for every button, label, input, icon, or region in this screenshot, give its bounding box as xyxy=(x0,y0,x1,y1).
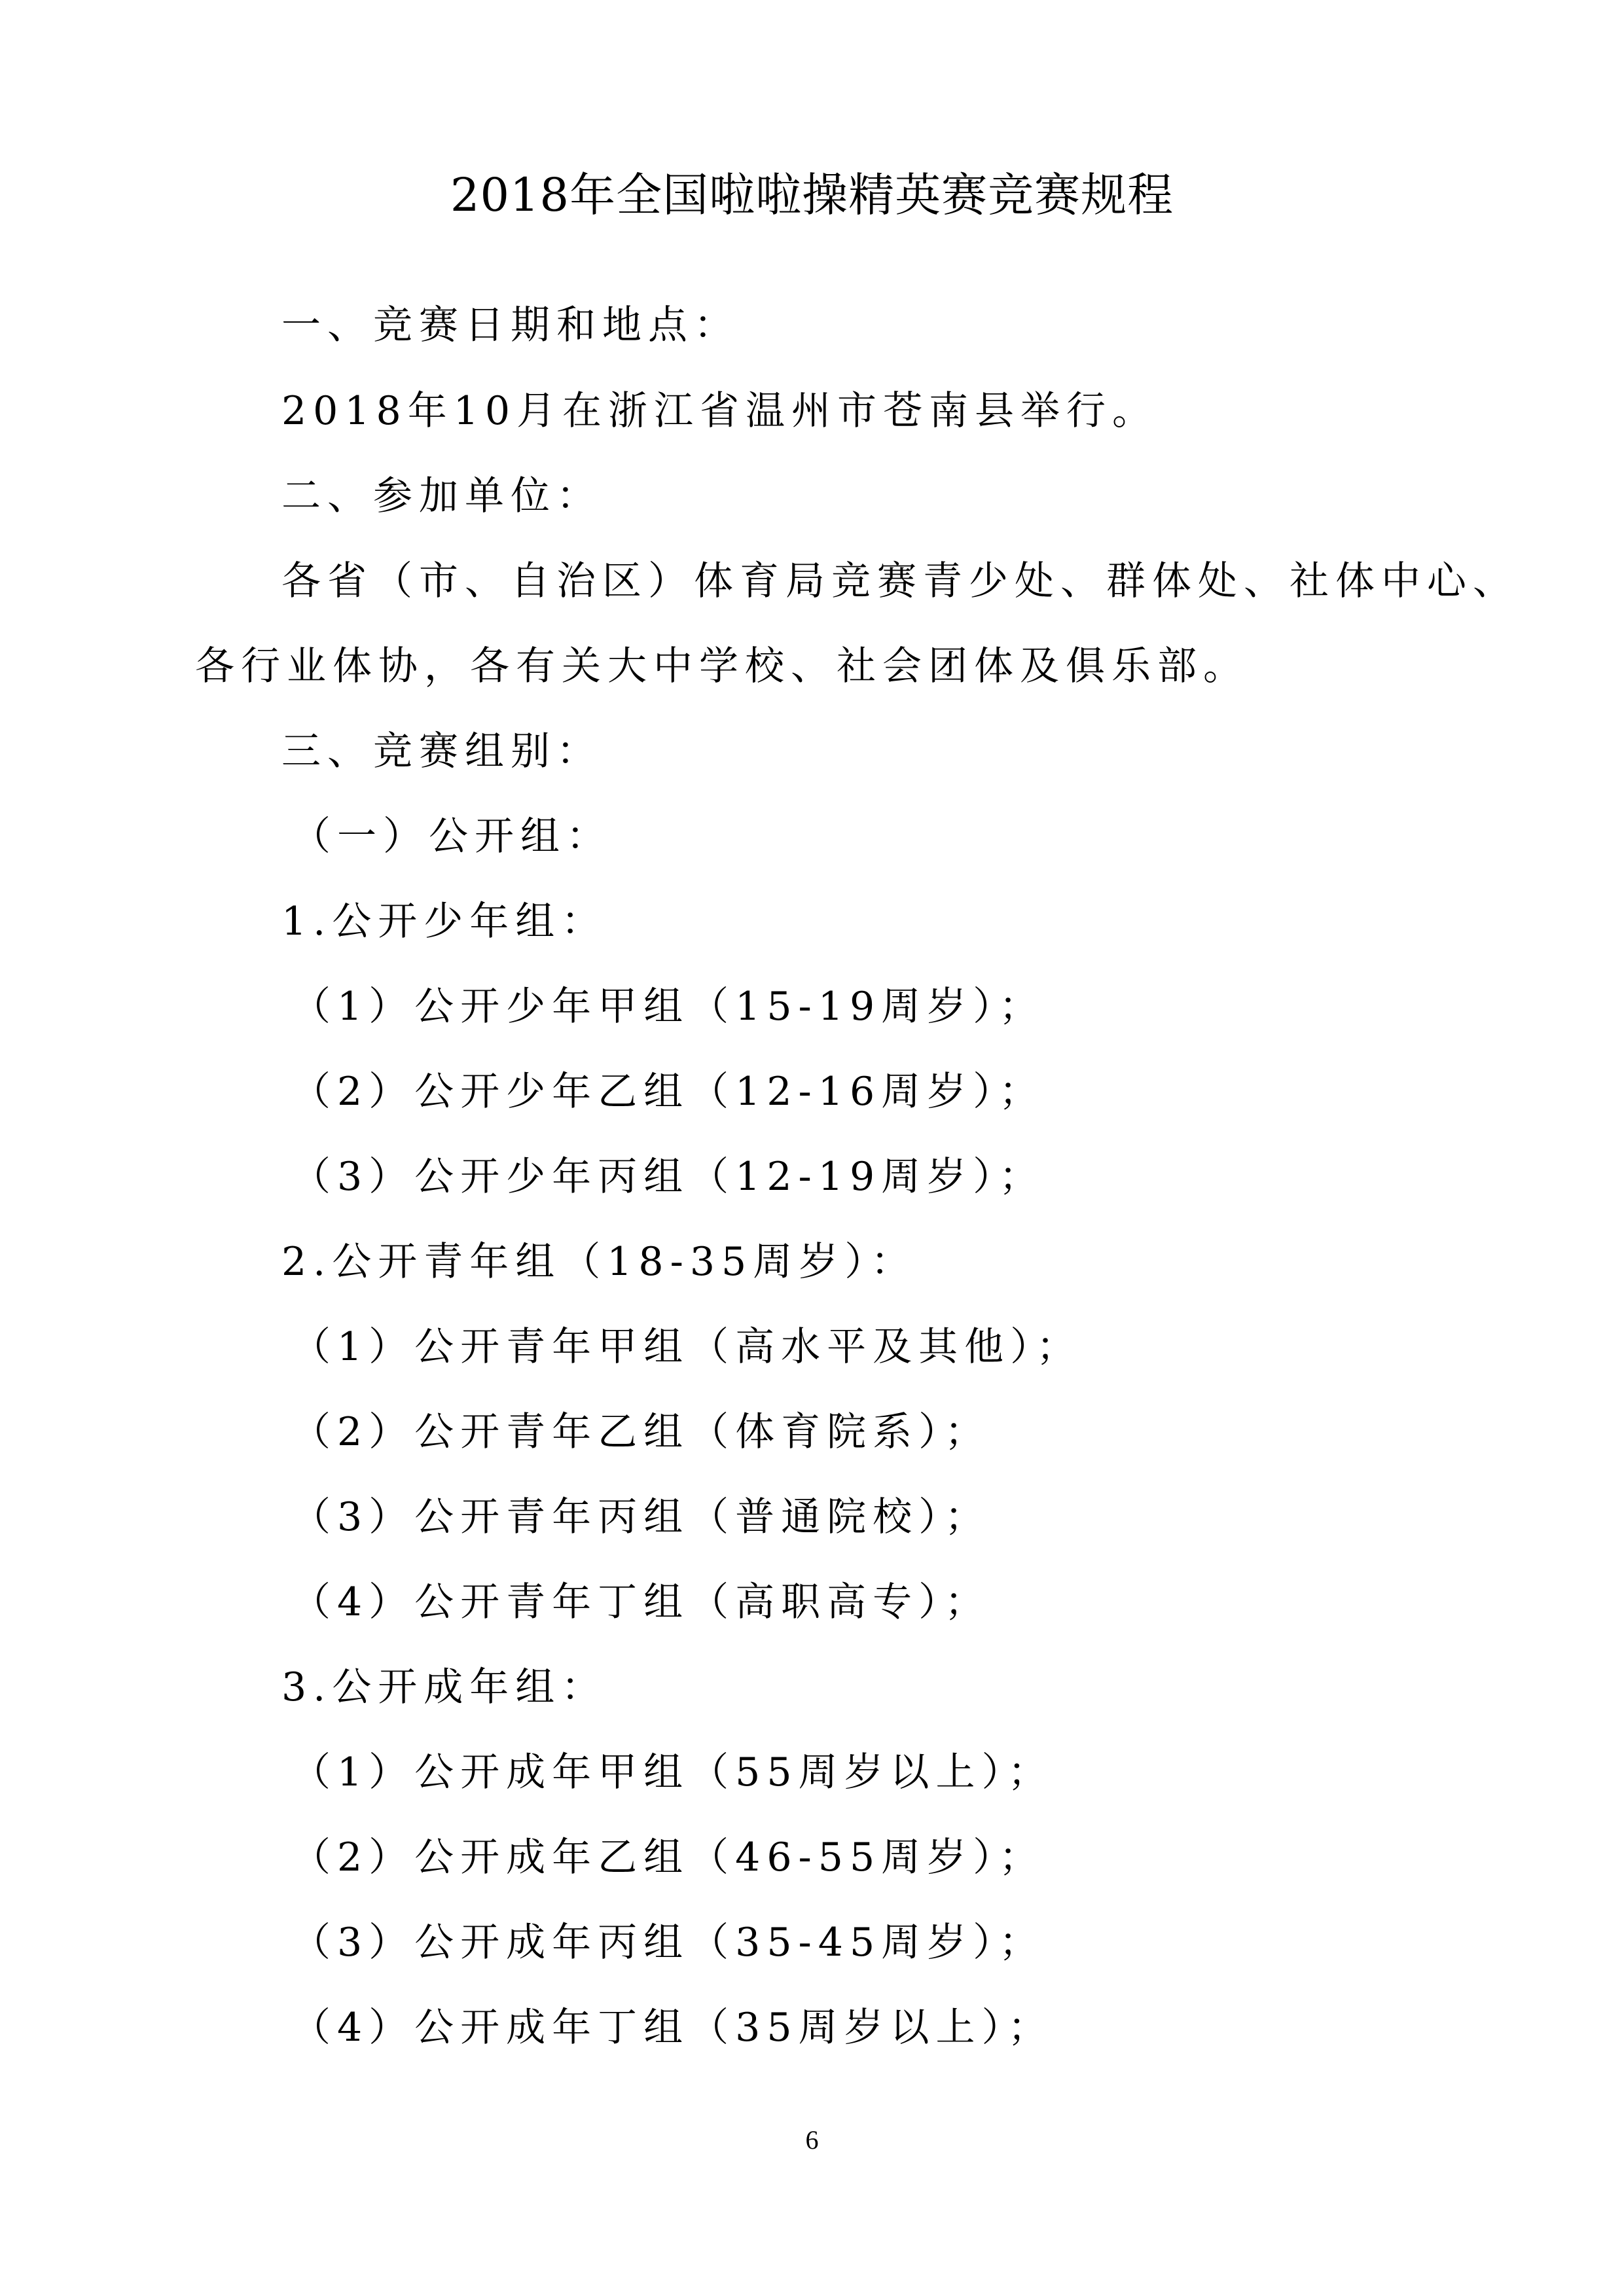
list-heading-junior: 1.公开少年组： xyxy=(281,899,607,944)
list-item-adult-d: （4）公开成年丁组（35周岁以上）； xyxy=(291,2005,1054,2051)
list-item-adult-c: （3）公开成年丙组（35-45周岁）； xyxy=(291,1920,1045,1965)
list-item-youth-d: （4）公开青年丁组（高职高专）； xyxy=(291,1579,991,1625)
list-item-youth-b: （2）公开青年乙组（体育院系）； xyxy=(291,1409,991,1455)
subheading-open-group: （一）公开组： xyxy=(291,814,612,859)
section-heading-date-location: 一、竞赛日期和地点： xyxy=(281,302,740,348)
page-number: 6 xyxy=(805,2125,819,2155)
list-heading-youth: 2.公开青年组（18-35周岁）： xyxy=(281,1239,917,1285)
paragraph-participants-line-1: 各省（市、自治区）体育局竞赛青少处、群体处、社体中心、 xyxy=(281,558,1519,604)
list-item-junior-a: （1）公开少年甲组（15-19周岁）； xyxy=(291,984,1045,1030)
list-item-adult-b: （2）公开成年乙组（46-55周岁）； xyxy=(291,1835,1045,1880)
paragraph-participants-line-2: 各行业体协，各有关大中学校、社会团体及俱乐部。 xyxy=(195,643,1249,689)
list-item-junior-c: （3）公开少年丙组（12-19周岁）； xyxy=(291,1154,1045,1200)
document-title: 2018年全国啦啦操精英赛竞赛规程 xyxy=(450,168,1174,222)
list-item-adult-a: （1）公开成年甲组（55周岁以上）； xyxy=(291,1749,1054,1795)
list-item-youth-a: （1）公开青年甲组（高水平及其他）； xyxy=(291,1324,1083,1370)
section-heading-participants: 二、参加单位： xyxy=(281,473,602,519)
list-heading-adult: 3.公开成年组： xyxy=(281,1664,607,1710)
section-heading-categories: 三、竞赛组别： xyxy=(281,728,602,774)
paragraph-date-location: 2018年10月在浙江省温州市苍南县举行。 xyxy=(281,388,1159,434)
list-item-youth-c: （3）公开青年丙组（普通院校）； xyxy=(291,1494,991,1540)
list-item-junior-b: （2）公开少年乙组（12-16周岁）； xyxy=(291,1069,1045,1115)
